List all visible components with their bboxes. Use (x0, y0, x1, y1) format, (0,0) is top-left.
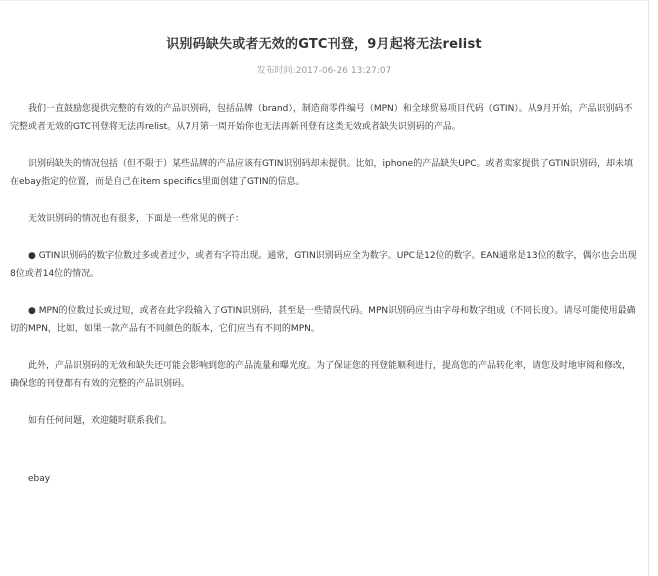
paragraph-intro: 我们一直鼓励您提供完整的有效的产品识别码，包括品牌（brand），制造商零件编号（MPN）和全球贸易项目代码（GTIN）。从9月开始，产品识别码不完整或者无效的GTC刊登将无法再relist。从7月第一周开始你也无法再新刊登有这类无效或者缺失识别码的产品。 (10, 104, 633, 132)
paragraph-invalid-intro: 无效识别码的情况也有很多，下面是一些常见的例子： (28, 214, 245, 224)
publish-time-label: 发布时间: (256, 66, 296, 76)
article-body (10, 100, 638, 488)
paragraph-missing-identifiers: 识别码缺失的情况包括（但不限于）某些品牌的产品应该有GTIN识别码却未提供。比如，iphone的产品缺失UPC。或者卖家提供了GTIN识别码，却未填在ebay指定的位置，而是自己在item specifics里面创建了GTIN的信息。 (10, 159, 634, 187)
bullet-mpn: ● MPN的位数过长或过短，或者在此字段输入了GTIN识别码，甚至是一些错误代码。MPN识别码应当由字母和数字组成（不同长度）。请尽可能使用最确切的MPN，比如，如果一款产品有不同颜色的版本，它们应当有不同的MPN。 (10, 306, 636, 334)
publish-time-value: 2017-06-26 13:27:07 (295, 66, 392, 76)
bullet-gtin: ● GTIN识别码的数字位数过多或者过少，或者有字符出现。通常，GTIN识别码应全为数字。UPC是12位的数字。EAN通常是13位的数字，偶尔也会出现8位或者14位的情况。 (10, 251, 637, 279)
signature: ebay (28, 474, 51, 484)
top-divider (0, 0, 648, 1)
paragraph-impact: 此外，产品识别码的无效和缺失还可能会影响到您的产品流量和曝光度。为了保证您的刊登能顺利进行，提高您的产品转化率，请您及时地审阅和修改，确保您的刊登都有有效的完整的产品识别码。 (10, 361, 632, 389)
article-title: 识别码缺失或者无效的GTC刊登，9月起将无法relist (166, 37, 482, 52)
publish-time (0, 65, 648, 77)
paragraph-contact: 如有任何问题，欢迎随时联系我们。 (28, 416, 173, 426)
